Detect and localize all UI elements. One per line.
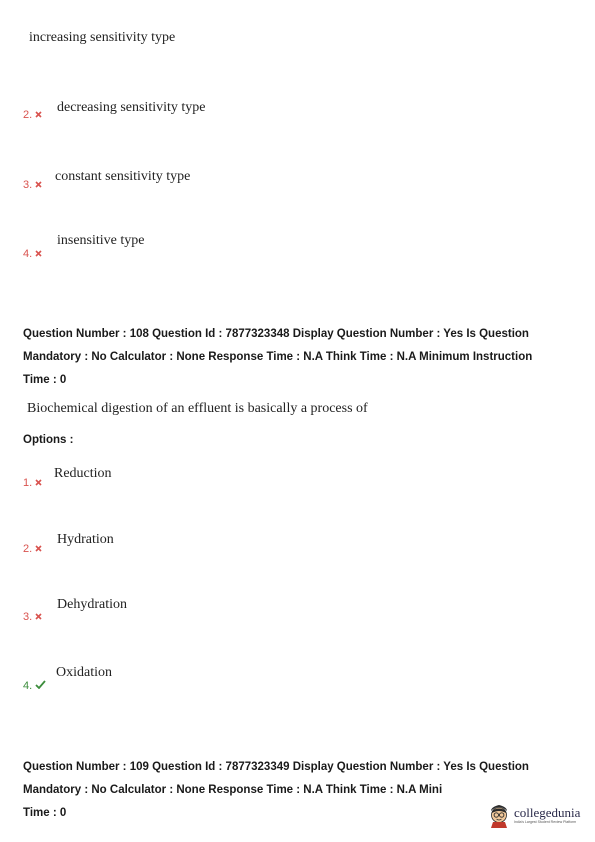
checkmark-icon	[35, 680, 46, 692]
q107-option-4-text: insensitive type	[57, 233, 145, 248]
q108-question-text: Biochemical digestion of an effluent is basically a process of	[27, 401, 368, 416]
option-number: 2.	[23, 109, 33, 121]
q109-meta-line-3: Time : 0	[23, 807, 67, 819]
q108-option-2-text: Hydration	[57, 532, 114, 547]
q108-meta-line-3: Time : 0	[23, 374, 67, 386]
cross-icon	[35, 109, 42, 121]
logo-tagline: India's Largest Student Review Platform	[514, 820, 577, 824]
q109-meta	[23, 756, 529, 825]
mascot-icon	[487, 802, 511, 828]
option-number: 4.	[23, 680, 33, 692]
q108-meta-line-2: Mandatory : No Calculator : None Response Time : N.A Think Time : N.A Minimum Instruction	[23, 351, 533, 363]
cross-icon	[35, 248, 42, 260]
q108-option-3-text: Dehydration	[57, 597, 127, 612]
cross-icon	[35, 477, 42, 489]
logo-wordmark: collegedunia	[514, 805, 581, 820]
q108-options-label: Options :	[23, 434, 74, 446]
q107-option-3-text: constant sensitivity type	[55, 169, 191, 184]
collegedunia-logo	[487, 800, 591, 830]
q108-option-1-text: Reduction	[54, 466, 112, 481]
option-number: 3.	[23, 179, 33, 191]
option-number: 1.	[23, 477, 33, 489]
q109-meta-line-2: Mandatory : No Calculator : None Response Time : N.A Think Time : N.A Mini	[23, 784, 443, 796]
q107-option-2-number	[23, 109, 42, 121]
q108-meta-line-1: Question Number : 108 Question Id : 7877323348 Display Question Number : Yes Is Question	[23, 328, 529, 340]
q108-option-2-number	[23, 543, 42, 555]
q107-option-1-text: increasing sensitivity type	[29, 30, 176, 45]
q108-option-4-number	[23, 680, 46, 692]
q107-option-4-number	[23, 248, 42, 260]
cross-icon	[35, 611, 42, 623]
q107-option-3-number	[23, 179, 42, 191]
q108-option-3-number	[23, 611, 42, 623]
option-number: 2.	[23, 543, 33, 555]
q108-option-4-text: Oxidation	[56, 665, 112, 680]
cross-icon	[35, 543, 42, 555]
cross-icon	[35, 179, 42, 191]
q109-meta-line-1: Question Number : 109 Question Id : 7877323349 Display Question Number : Yes Is Question	[23, 761, 529, 773]
q107-option-2-text: decreasing sensitivity type	[57, 100, 206, 115]
option-number: 3.	[23, 611, 33, 623]
q108-meta	[23, 323, 532, 392]
option-number: 4.	[23, 248, 33, 260]
q108-option-1-number	[23, 477, 42, 489]
